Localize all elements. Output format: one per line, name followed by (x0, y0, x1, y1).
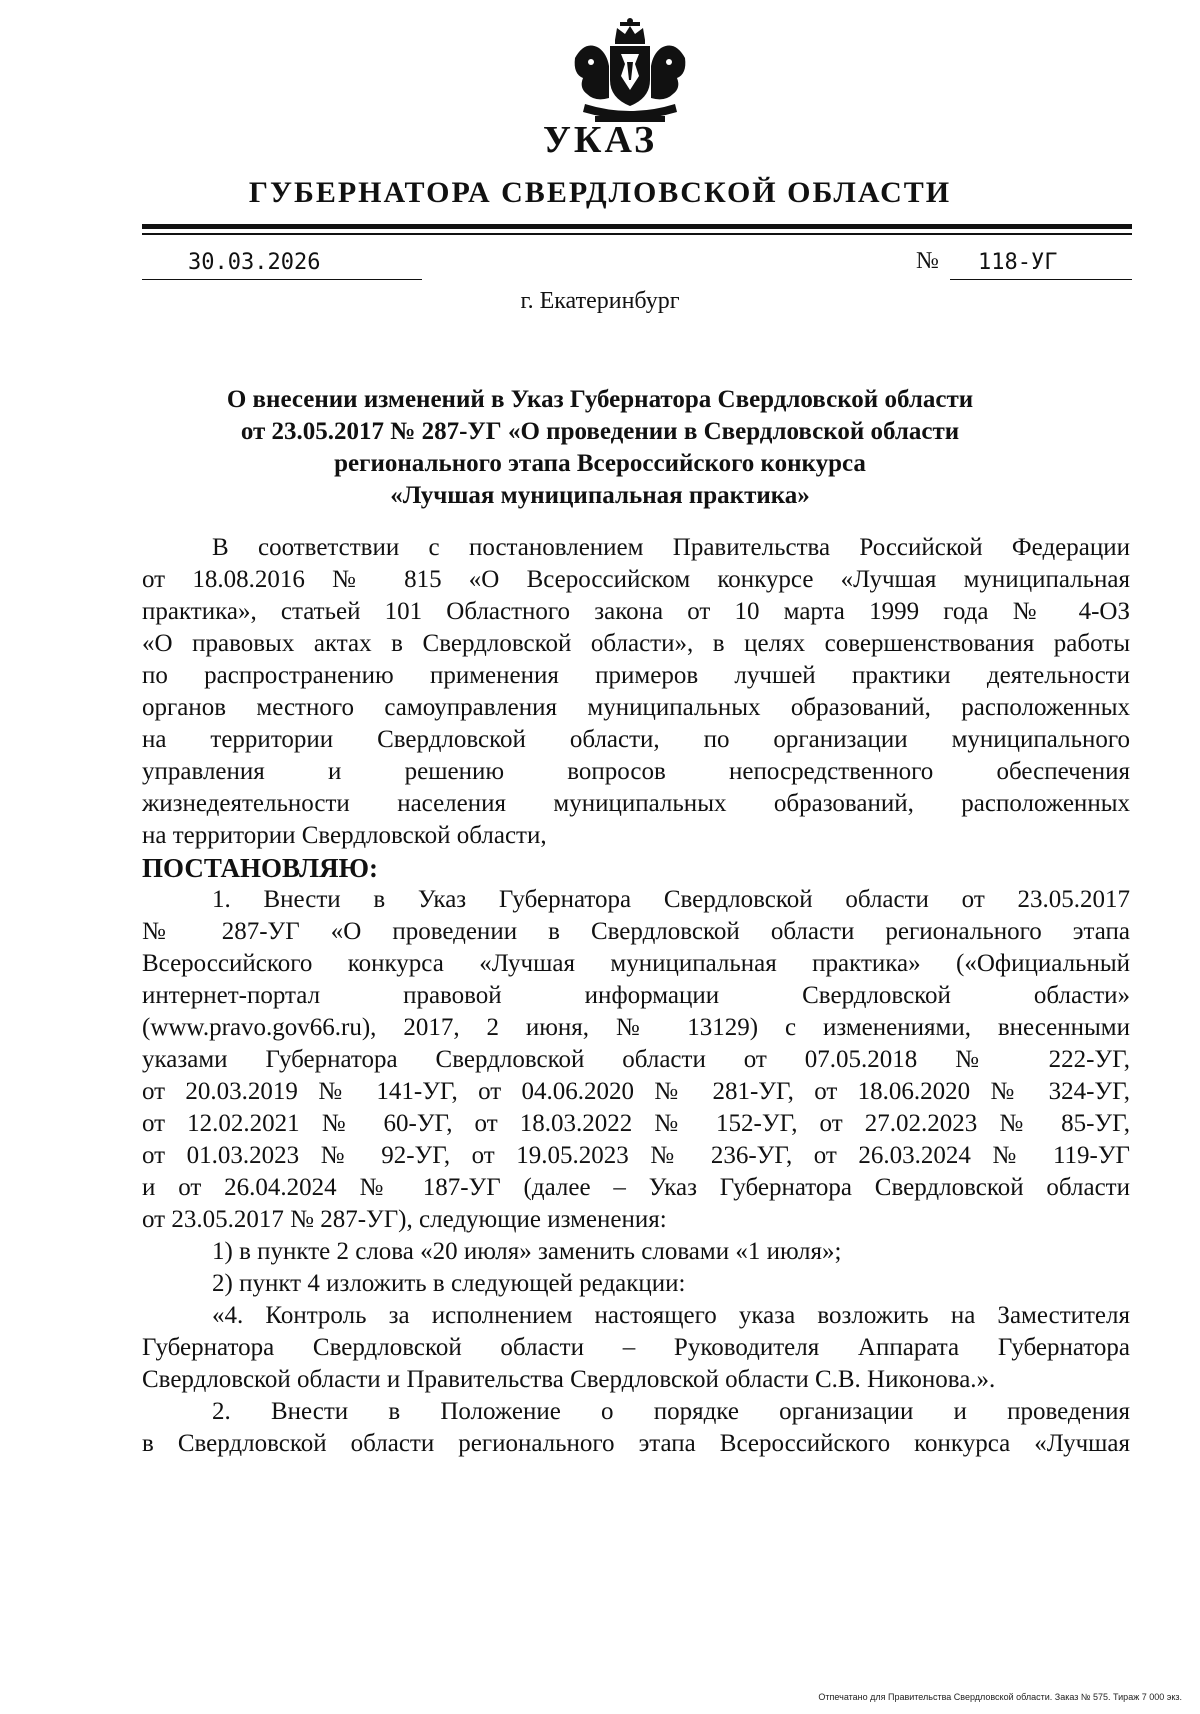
document-type-title: УКАЗ (543, 119, 657, 161)
body-line: 1) в пункте 2 слова «20 июля» заменить словами «1 июля»; (212, 1238, 842, 1265)
body-line: В соответствии с постановлением Правительства Российской Федерации (212, 534, 1130, 561)
heading-line: О внесении изменений в Указ Губернатора Свердловской области (226, 386, 974, 413)
header-divider-thin (142, 233, 1132, 235)
body-line: от 23.05.2017 № 287-УГ), следующие изменения: (142, 1206, 667, 1233)
body-line: «О правовых актах в Свердловской области», в целях совершенствования работы (142, 630, 1130, 657)
issue-city: г. Екатеринбург (520, 288, 680, 314)
header-divider-thick (142, 224, 1132, 229)
coat-of-arms-icon (565, 18, 695, 130)
body-line: Свердловской области и Правительства Свердловской области С.В. Никонова.». (142, 1366, 996, 1393)
body-line: 1. Внести в Указ Губернатора Свердловской области от 23.05.2017 (212, 886, 1130, 913)
body-line: жизнедеятельности населения муниципальных образований, расположенных (142, 790, 1130, 817)
body-line: «4. Контроль за исполнением настоящего указа возложить на Заместителя (212, 1302, 1130, 1329)
body-line: Всероссийского конкурса «Лучшая муниципальная практика» («Официальный (142, 950, 1130, 977)
body-line: (www.pravo.gov66.ru), 2017, 2 июня, № 13129) с изменениями, внесенными (142, 1014, 1130, 1041)
decree-date: 30.03.2026 (142, 246, 422, 280)
body-line: от 01.03.2023 № 92-УГ, от 19.05.2023 № 236-УГ, от 26.03.2024 № 119-УГ (142, 1142, 1130, 1169)
heading-line: «Лучшая муниципальная практика» (390, 482, 810, 509)
body-line: от 12.02.2021 № 60-УГ, от 18.03.2022 № 152-УГ, от 27.02.2023 № 85-УГ, (142, 1110, 1130, 1137)
print-info-footer: Отпечатано для Правительства Свердловской области. Заказ № 575. Тираж 7 000 экз. (818, 1692, 1182, 1702)
body-line: № 287-УГ «О проведении в Свердловской области регионального этапа (142, 918, 1130, 945)
body-line: от 20.03.2019 № 141-УГ, от 04.06.2020 № 281-УГ, от 18.06.2020 № 324-УГ, (142, 1078, 1130, 1105)
decree-body (142, 532, 1130, 1460)
heading-line: регионального этапа Всероссийского конкурса (334, 450, 866, 477)
body-line: Губернатора Свердловской области – Руководителя Аппарата Губернатора (142, 1334, 1130, 1361)
body-line: на территории Свердловской области, по организации муниципального (142, 726, 1130, 753)
body-line: от 18.08.2016 № 815 «О Всероссийском конкурсе «Лучшая муниципальная (142, 566, 1130, 593)
body-line: 2. Внести в Положение о порядке организации и проведения (212, 1398, 1130, 1425)
body-line: интернет-портал правовой информации Свердловской области» (142, 982, 1130, 1009)
body-line: указами Губернатора Свердловской области от 07.05.2018 № 222-УГ, (142, 1046, 1130, 1073)
issuer-title: ГУБЕРНАТОРА СВЕРДЛОВСКОЙ ОБЛАСТИ (248, 176, 952, 209)
body-line: на территории Свердловской области, (142, 822, 547, 849)
body-line: по распространению применения примеров лучшей практики деятельности (142, 662, 1130, 689)
body-line: органов местного самоуправления муниципальных образований, расположенных (142, 694, 1130, 721)
body-line: 2) пункт 4 изложить в следующей редакции: (212, 1270, 686, 1297)
body-line: управления и решению вопросов непосредственного обеспечения (142, 758, 1130, 785)
decree-heading (150, 384, 1050, 512)
decree-word: ПОСТАНОВЛЯЮ: (142, 853, 378, 883)
number-sign: № (916, 248, 939, 274)
heading-line: от 23.05.2017 № 287-УГ «О проведении в Свердловской области (240, 418, 960, 445)
body-line: практика», статьей 101 Областного закона от 10 марта 1999 года № 4-ОЗ (142, 598, 1130, 625)
decree-number: 118-УГ (950, 246, 1132, 280)
body-line: и от 26.04.2024 № 187-УГ (далее – Указ Губернатора Свердловской области (142, 1174, 1130, 1201)
body-line: в Свердловской области регионального этапа Всероссийского конкурса «Лучшая (142, 1430, 1130, 1457)
